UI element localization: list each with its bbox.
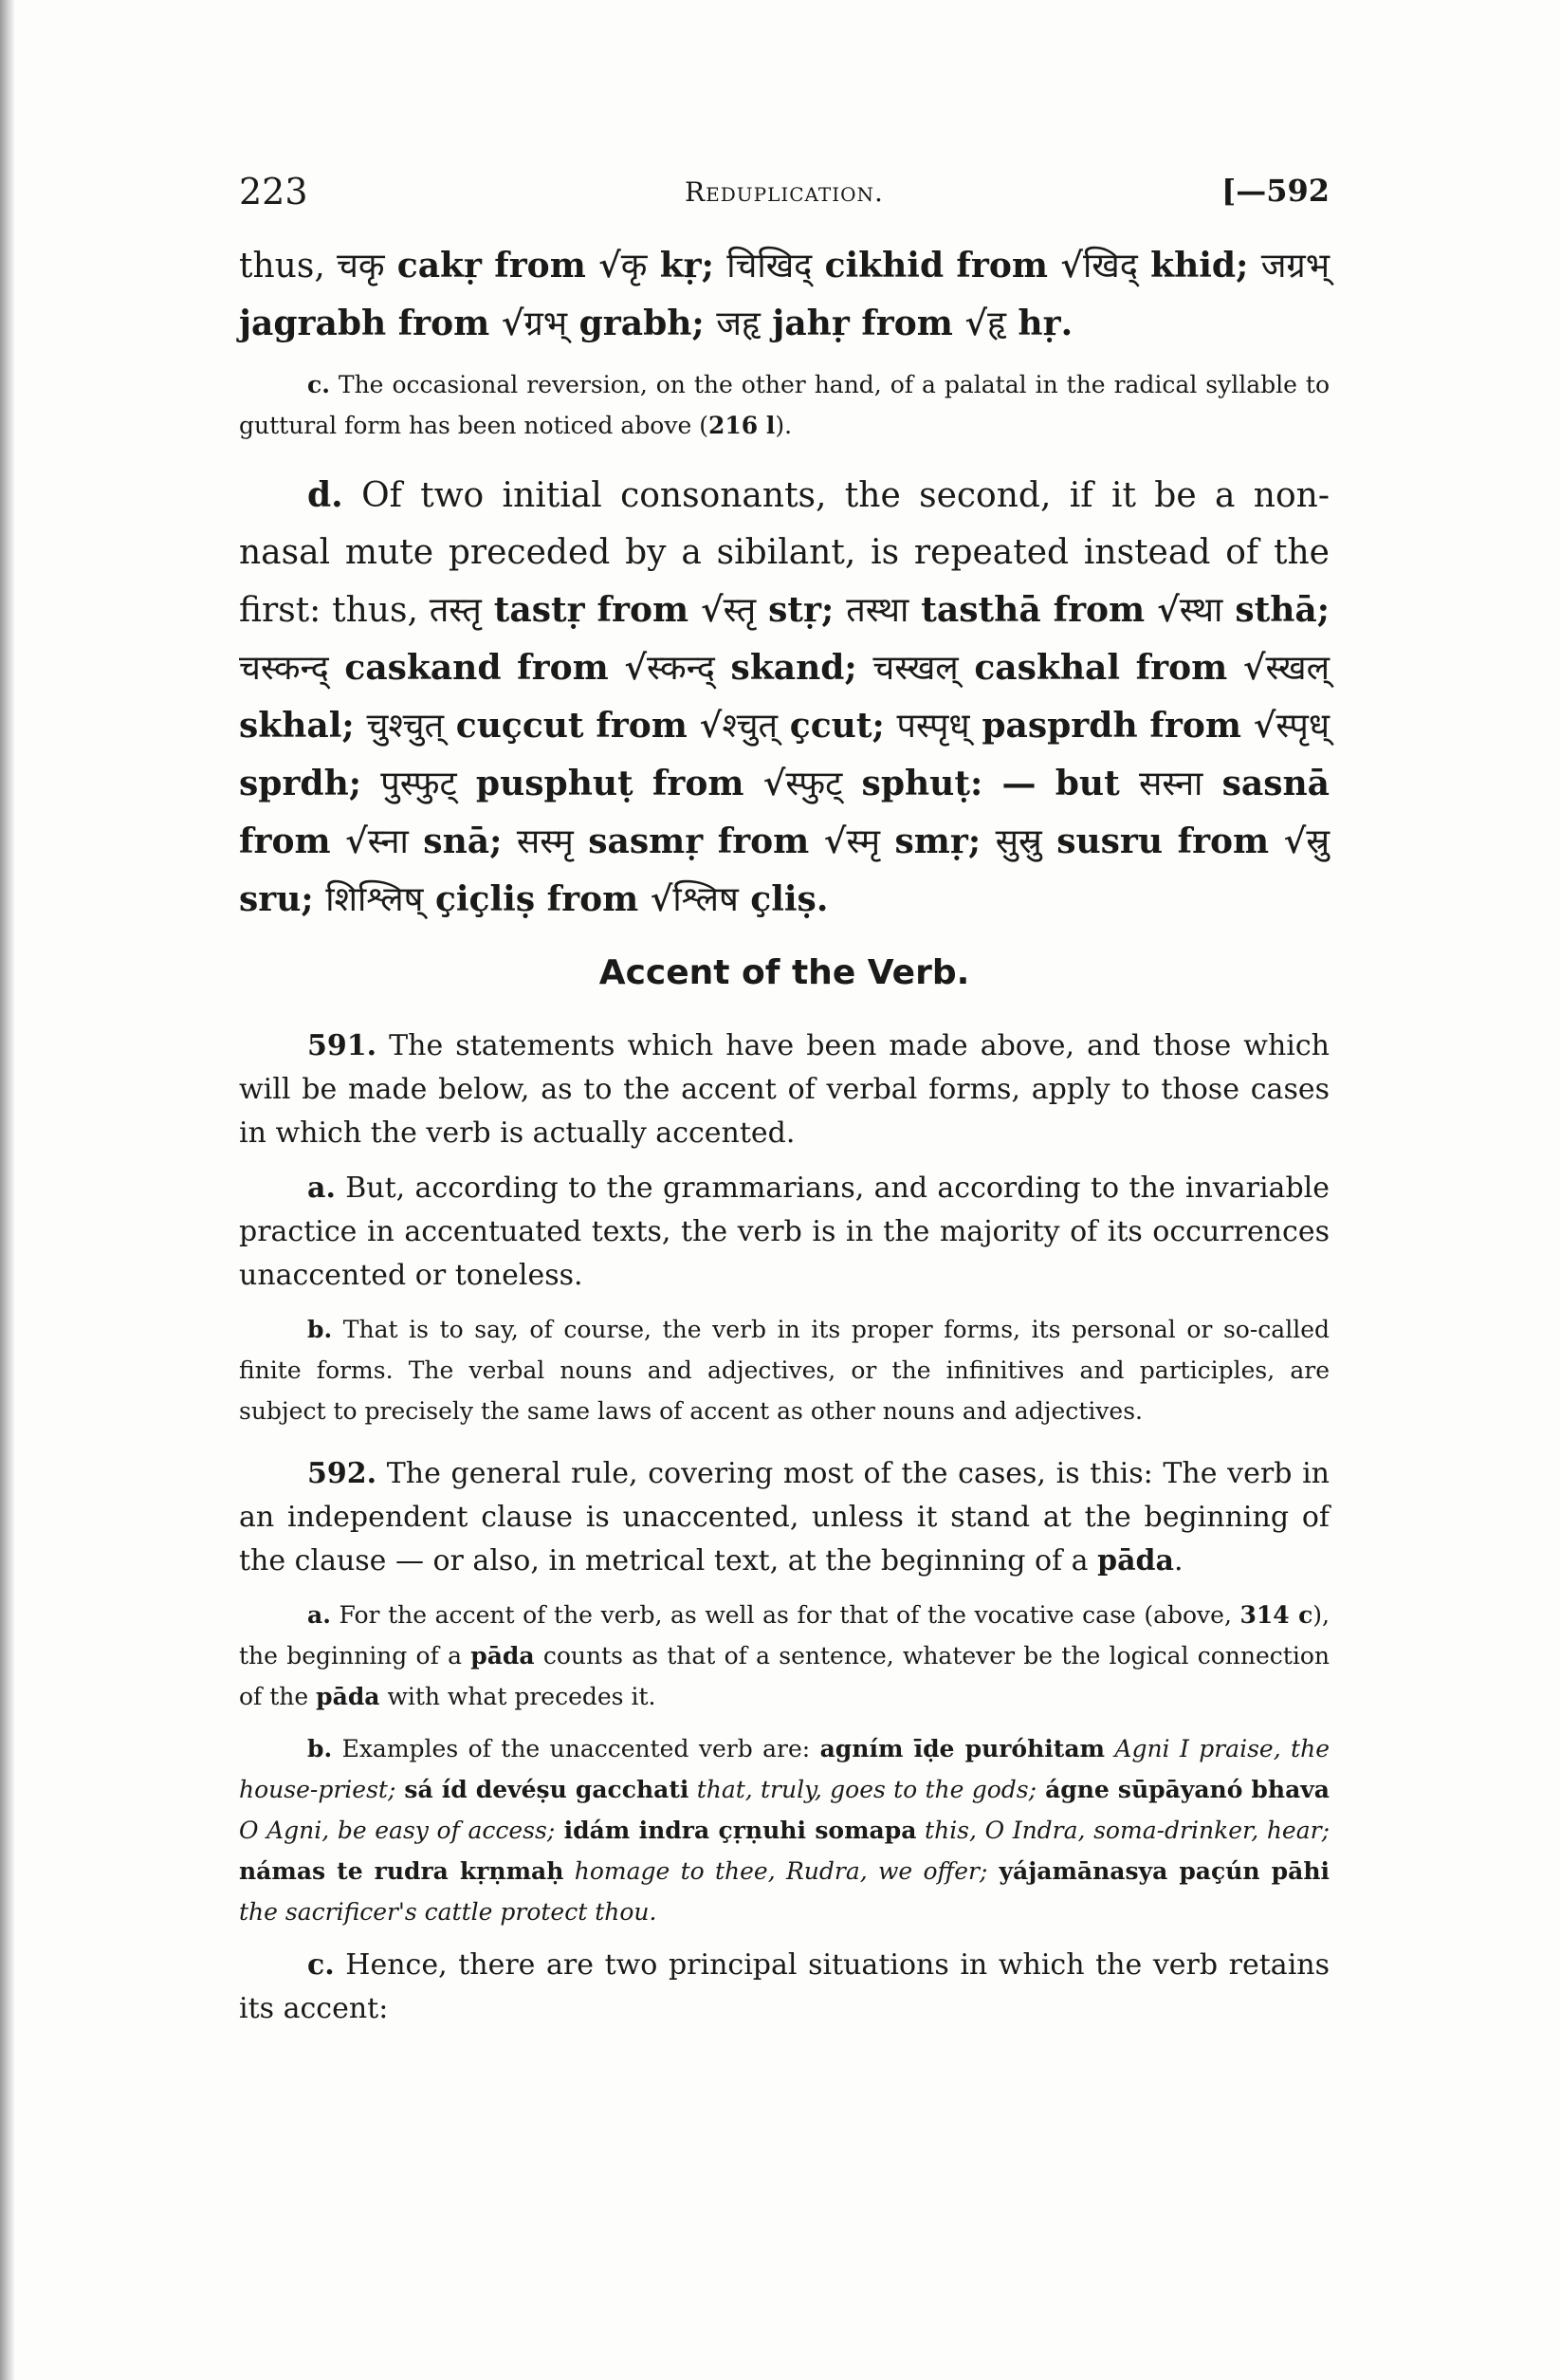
paragraph-591b: b. That is to say, of course, the verb in its proper forms, its personal or so-called finite forms. The verbal nouns and adjectives, or the infinitives and participles, are subject to precisely the same laws of accent as other nouns and adjectives. <box>239 1316 1330 1425</box>
devanagari-root: स्तृ <box>723 591 757 630</box>
devanagari-root: स्फुट् <box>785 765 843 803</box>
devanagari-root: स्खल् <box>1265 649 1330 688</box>
paragraph-d: d. Of two initial consonants, the second, if it be a non-nasal mute preceded by a sibilant, is repeated instead of the first: thus, तस्तृ tastṛ from √स्तृ stṛ; तस्था tasthā from √स्था sthā; चस्कन्द् caskand from √स्कन्द् skand; चस्खल् caskhal from √स्खल् skhal; चुश्चुत् cuçcut from √श्चुत् çcut; पस्पृध् pasprdh from √स्पृध् sprdh; पुस्फुट् pusphuṭ from √स्फुट् sphuṭ: — but सस्ना sasnā from √स्ना snā; सस्मृ sasmṛ from √स्मृ smṛ; सुस्रु susru from √स्रु sru; शिश्लिष् çiçliṣ from √श्लिष çliṣ. <box>239 475 1331 919</box>
paragraph-591: 591. The statements which have been made above, and those which will be made below, as to the accent of verbal forms, apply to those cases in which the verb is actually accented. <box>239 1029 1330 1150</box>
english-gloss: that, truly, goes to the gods; <box>688 1776 1037 1803</box>
paragraph-label: d. <box>307 475 343 515</box>
paragraph-label: a. <box>307 1172 336 1205</box>
devanagari-root: स्ना <box>367 822 409 861</box>
devanagari-form: चिखिद् <box>726 247 813 286</box>
devanagari-root: स्मृ <box>846 822 880 861</box>
paragraph-592a: a. For the accent of the verb, as well as for that of the vocative case (above, 314 c), the beginning of a pāda counts as that of a sentence, whatever be the logical connection of the pāda with what precedes it. <box>239 1601 1330 1710</box>
devanagari-form: चस्खल् <box>872 649 959 688</box>
paragraph-label: c. <box>307 1948 335 1982</box>
paragraph-592b: b. Examples of the unaccented verb are: agním īḍe puróhitam Agni I praise, the house-priest; sá íd devéṣu gacchati that, truly, goes to the gods; ágne sūpāyanó bhava O Agni, be easy of access; idám indra çṛṇuhi somapa this, O Indra, soma-drinker, hear; námas te rudra kṛṇmaḥ homage to thee, Rudra, we offer; yájamānasya paçún pāhi the sacrificer's cattle protect thou. <box>239 1735 1330 1926</box>
paragraph-label: b. <box>307 1735 333 1762</box>
devanagari-root: खिद् <box>1082 247 1138 286</box>
text-block <box>239 171 1330 2031</box>
devanagari-form: चस्कन्द् <box>239 649 329 688</box>
section-reference: [—592 <box>1221 173 1330 209</box>
sanskrit-example: ágne sūpāyanó bhava <box>1037 1776 1330 1803</box>
english-gloss: O Agni, be easy of access; <box>239 1817 556 1844</box>
devanagari-form: चकृ <box>336 247 385 286</box>
english-gloss: this, O Indra, soma-drinker, hear; <box>916 1817 1330 1844</box>
sanskrit-example: námas te rudra kṛṇmaḥ <box>239 1857 564 1885</box>
devanagari-root: श्लिष <box>672 880 739 919</box>
cross-reference: 314 c <box>1239 1601 1313 1629</box>
sanskrit-example: idám indra çṛṇuhi somapa <box>555 1817 917 1844</box>
running-title: Reduplication. <box>685 176 884 208</box>
devanagari-root: हृ <box>987 304 1006 343</box>
devanagari-root: स्था <box>1179 591 1223 630</box>
paragraph-thus-examples: thus, चकृ cakṛ from √कृ kṛ; चिखिद् cikhid from √खिद् khid; जग्रभ् jagrabh from √ग्रभ् grabh; जहृ jahṛ from √हृ hṛ. <box>239 246 1331 343</box>
devanagari-form: शिश्लिष् <box>325 880 424 919</box>
devanagari-form: पुस्फुट् <box>380 765 457 803</box>
devanagari-root: श्चुत् <box>722 707 779 746</box>
paragraph-591a: a. But, according to the grammarians, and according to the invariable practice in accentuated texts, the verb is in the majority of its occurrences unaccented or toneless. <box>239 1172 1330 1292</box>
devanagari-root: कृ <box>620 247 648 286</box>
devanagari-form: तस्तृ <box>429 591 482 630</box>
section-heading: Accent of the Verb. <box>598 953 970 992</box>
english-gloss: the sacrificer's cattle protect thou. <box>239 1898 657 1926</box>
paragraph-label: b. <box>307 1316 333 1343</box>
term-pada: pāda <box>1097 1544 1174 1577</box>
devanagari-root: स्रु <box>1306 822 1331 861</box>
devanagari-root: ग्रभ् <box>523 304 568 343</box>
paragraph-592: 592. The general rule, covering most of the cases, is this: The verb in an independent clause is unaccented, unless it stand at the beginning of the clause — or also, in metrical text, at the beginning of a pāda. <box>239 1457 1330 1577</box>
devanagari-root: स्पृध् <box>1276 707 1330 746</box>
paragraph-592c: c. Hence, there are two principal situations in which the verb retains its accent: <box>239 1948 1330 2025</box>
devanagari-form: सस्ना <box>1138 765 1203 803</box>
paragraph-label: c. <box>307 371 330 398</box>
sanskrit-example: sá íd devéṣu gacchati <box>395 1776 689 1803</box>
devanagari-form: तस्था <box>846 591 909 630</box>
devanagari-form: जग्रभ् <box>1260 247 1331 286</box>
section-number: 592. <box>307 1457 377 1490</box>
page-number: 223 <box>239 171 308 212</box>
english-gloss: homage to thee, Rudra, we offer; <box>563 1857 988 1885</box>
devanagari-form: सस्मृ <box>516 822 574 861</box>
section-number: 591. <box>307 1029 377 1062</box>
running-head <box>239 171 1330 237</box>
sanskrit-example: yájamānasya paçún pāhi <box>987 1857 1330 1885</box>
devanagari-form: जहृ <box>716 304 761 343</box>
paragraph-label: a. <box>307 1601 331 1629</box>
term-pada: pāda <box>316 1683 380 1710</box>
term-pada: pāda <box>470 1642 535 1670</box>
sanskrit-example: agním īḍe puróhitam <box>819 1735 1105 1762</box>
english-gloss: Agni I praise, the house-priest; <box>239 1735 1330 1803</box>
devanagari-root: स्कन्द् <box>647 649 715 688</box>
devanagari-form: पस्पृध् <box>896 707 970 746</box>
paragraph-c: c. The occasional reversion, on the other hand, of a palatal in the radical syllable to guttural form has been noticed above (216 l). <box>239 371 1330 439</box>
cross-reference: 216 l <box>707 412 776 439</box>
page-binding-shadow <box>0 0 15 2380</box>
devanagari-form: सुस्रु <box>995 822 1042 861</box>
devanagari-form: चुश्चुत् <box>366 707 445 746</box>
